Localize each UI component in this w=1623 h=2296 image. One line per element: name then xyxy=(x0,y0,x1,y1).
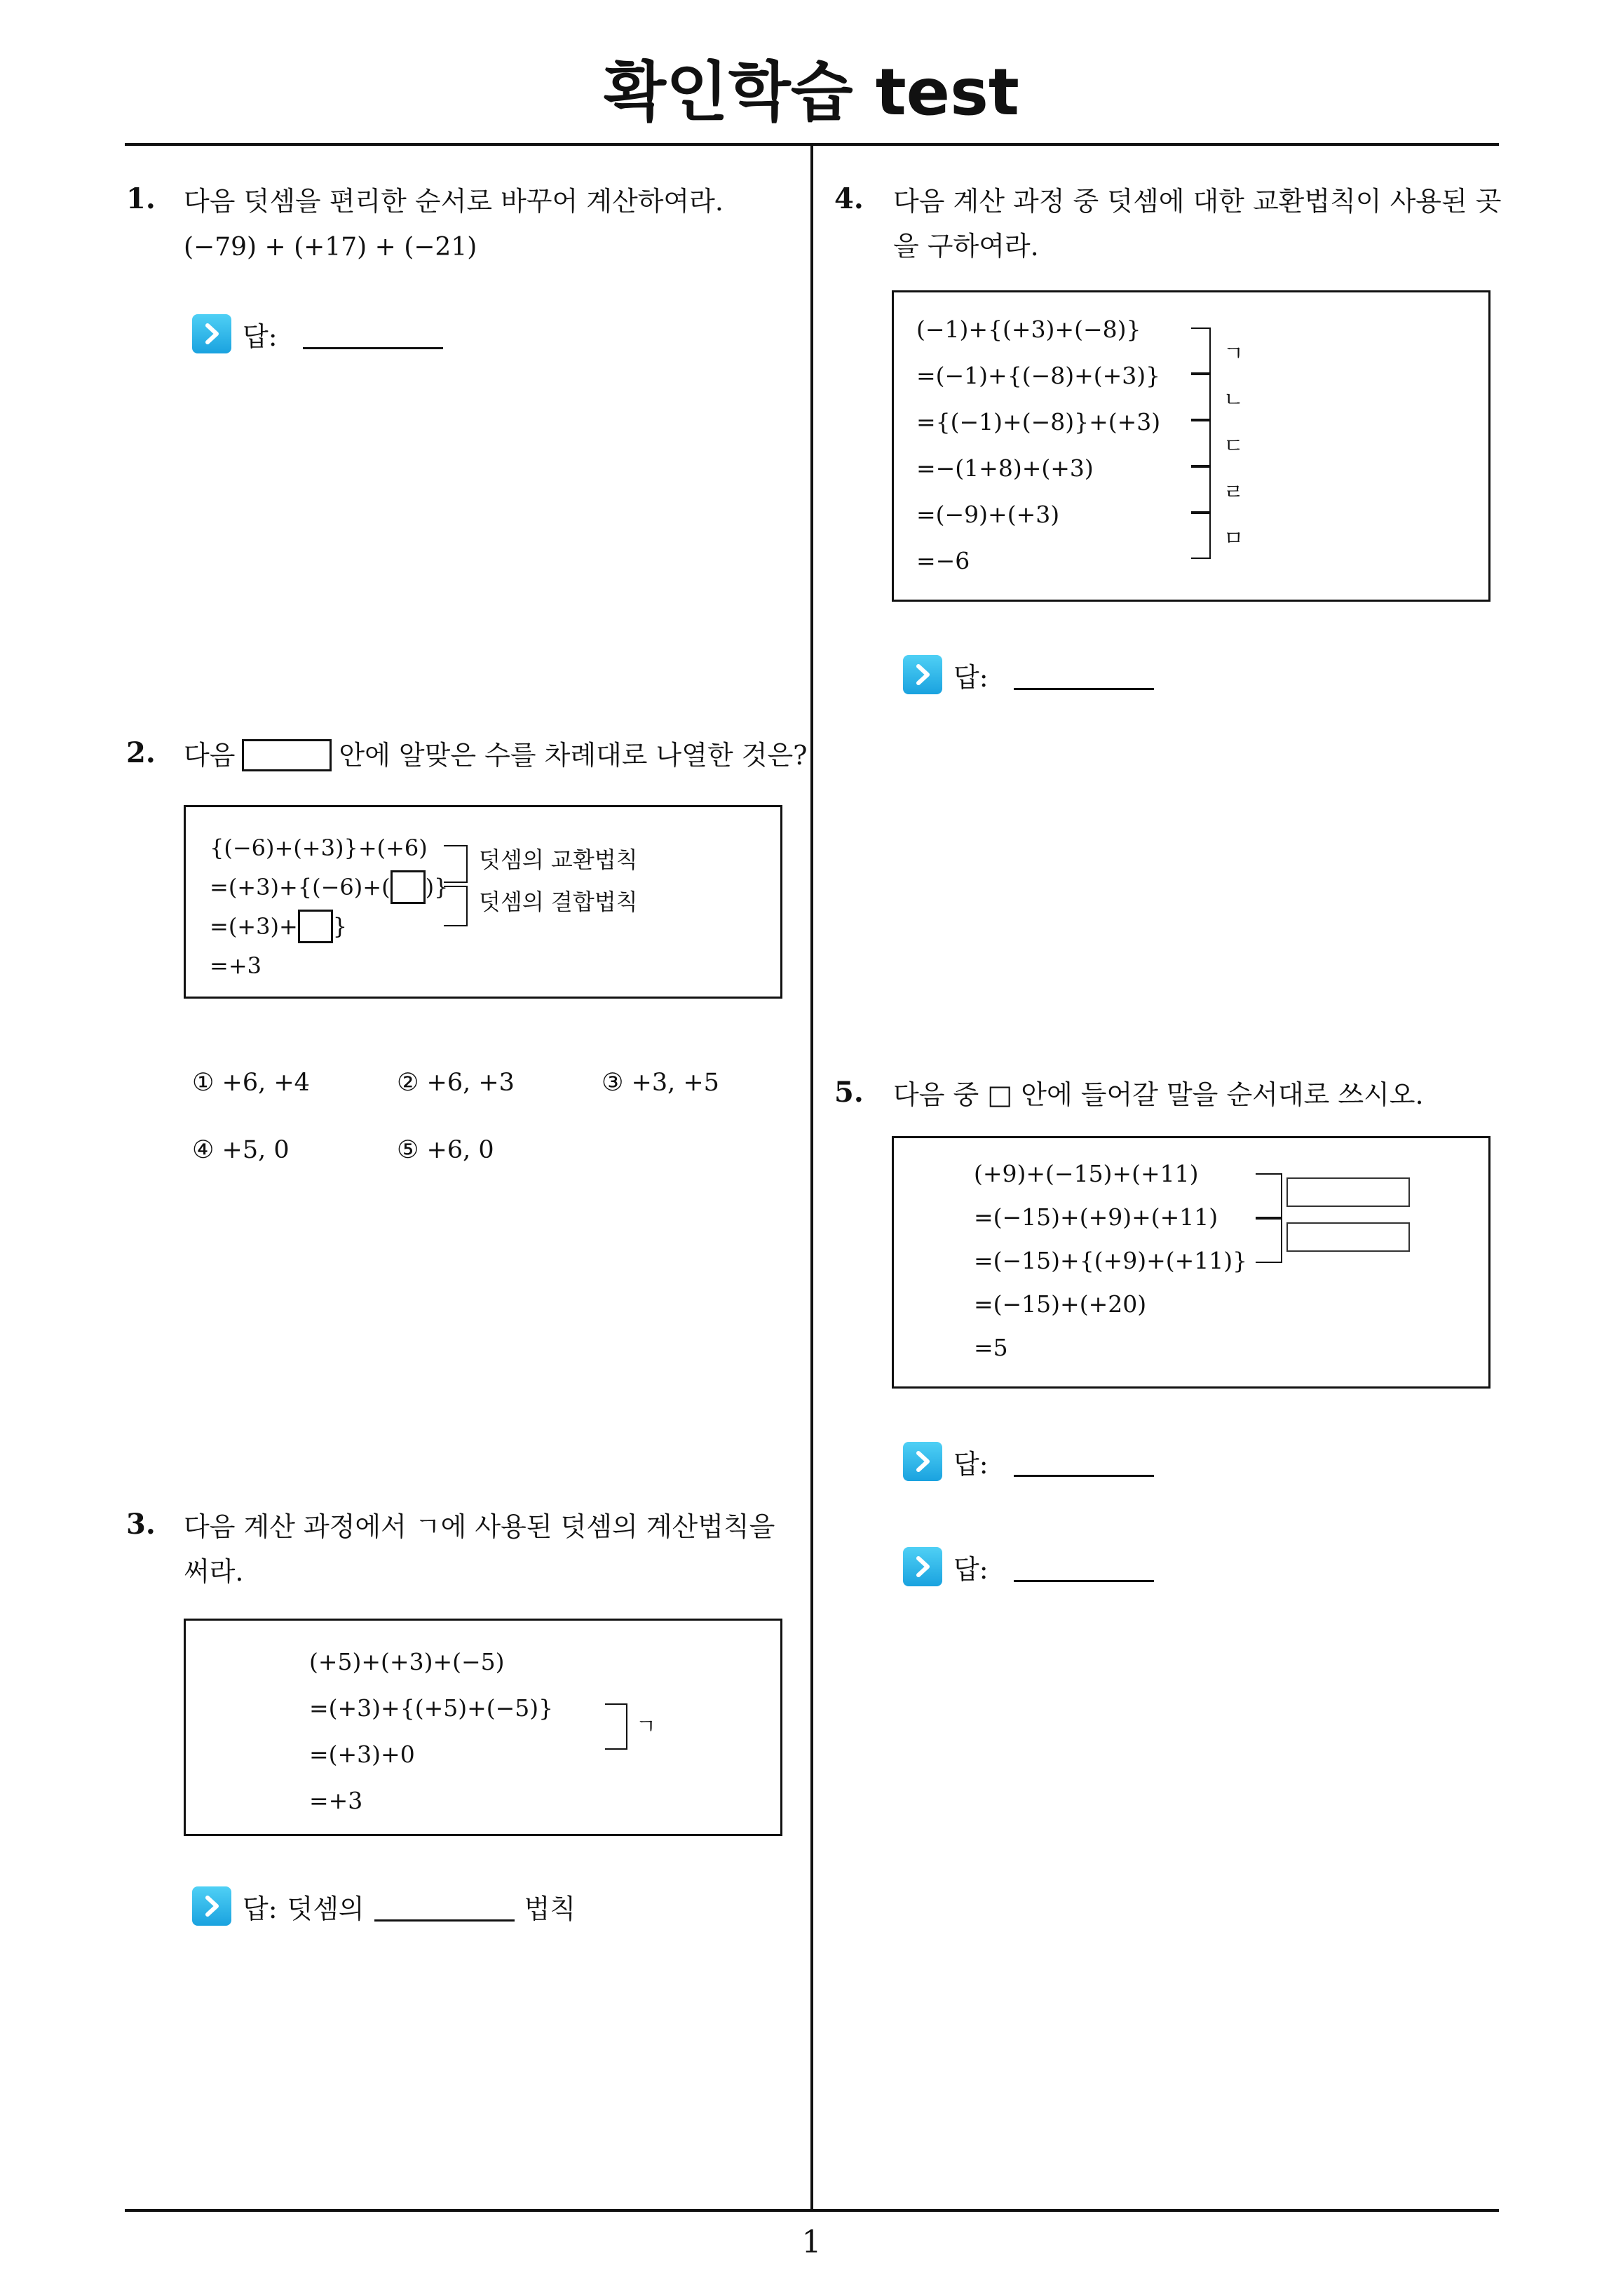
q2-number: 2. xyxy=(126,736,156,769)
q3-label: ㄱ xyxy=(636,1715,656,1739)
column-divider xyxy=(810,144,813,2210)
q1-number: 1. xyxy=(126,182,156,215)
q4-line-5: =(−9)+(+3) xyxy=(916,501,1060,528)
q5-line-1: (+9)+(−15)+(+11) xyxy=(974,1160,1199,1187)
page-number: 1 xyxy=(801,2224,822,2260)
q2-choice-1[interactable]: ① +6, +4 xyxy=(192,1069,310,1097)
q2-note-1: 덧셈의 교환법칙 xyxy=(479,846,638,873)
page-title: 확인학습 test xyxy=(604,55,1019,130)
q2-choice-3[interactable]: ③ +3, +5 xyxy=(602,1069,719,1097)
q2-line-2 xyxy=(210,867,448,907)
q4-bracket-4 xyxy=(1191,466,1211,513)
q2-note-2: 덧셈의 결합법칙 xyxy=(479,889,638,915)
q4-line-4: =−(1+8)+(+3) xyxy=(916,454,1094,482)
q3-text-line-1: 다음 계산 과정에서 ㄱ에 사용된 덧셈의 계산법칙을 xyxy=(184,1511,775,1542)
q1-answer xyxy=(192,314,443,353)
q1-text: 다음 덧셈을 편리한 순서로 바꾸어 계산하여라. xyxy=(184,186,724,217)
answer-chevron-icon xyxy=(903,1547,942,1586)
q3-bracket xyxy=(605,1703,627,1750)
q4-line-1: (−1)+{(+3)+(−8)} xyxy=(916,316,1141,343)
q4-bracket-1 xyxy=(1191,327,1211,374)
q4-answer xyxy=(903,655,1154,694)
q2-blank-box xyxy=(242,739,332,771)
q4-label-2: ㄴ xyxy=(1223,388,1244,412)
q2-line-2-end: )} xyxy=(425,874,449,900)
q5-line-4: =(−15)+(+20) xyxy=(974,1290,1147,1318)
q2-choice-2[interactable]: ② +6, +3 xyxy=(397,1069,515,1097)
q2-text-before: 다음 xyxy=(184,740,236,771)
q4-line-6: =−6 xyxy=(916,547,970,574)
q2-choice-5[interactable]: ⑤ +6, 0 xyxy=(397,1136,494,1164)
q5-line-5: =5 xyxy=(974,1334,1008,1361)
q5-number: 5. xyxy=(834,1076,864,1109)
q4-text-line-1: 다음 계산 과정 중 덧셈에 대한 교환법칙이 사용된 곳 xyxy=(893,186,1502,217)
q4-label-3: ㄷ xyxy=(1223,434,1244,459)
q1-expression: (−79) + (+17) + (−21) xyxy=(184,233,477,262)
q3-line-1: (+5)+(+3)+(−5) xyxy=(309,1648,505,1675)
q5-answer-blank-2[interactable] xyxy=(1014,1552,1154,1582)
q2-line-4: =+3 xyxy=(210,952,262,979)
q4-text-line-2: 을 구하여라. xyxy=(893,231,1039,262)
q5-answer-blank-1[interactable] xyxy=(1014,1447,1154,1477)
q5-answer-2 xyxy=(903,1547,1154,1586)
q3-number: 3. xyxy=(126,1508,156,1541)
q3-line-3: =(+3)+0 xyxy=(309,1741,415,1768)
q5-line-2: =(−15)+(+9)+(+11) xyxy=(974,1203,1218,1231)
q4-bracket-2 xyxy=(1191,374,1211,420)
q5-blank-1[interactable] xyxy=(1286,1177,1410,1207)
q3-text-line-2: 써라. xyxy=(184,1556,244,1587)
q4-line-3: ={(−1)+(−8)}+(+3) xyxy=(916,408,1161,435)
q4-bracket-5 xyxy=(1191,513,1211,559)
q3-answer-prefix: 덧셈의 xyxy=(287,1893,365,1924)
q5-bracket-2 xyxy=(1256,1218,1282,1263)
q2-line-3 xyxy=(210,907,347,946)
q2-text xyxy=(184,732,808,778)
q3-answer-blank[interactable] xyxy=(374,1891,515,1922)
q2-blank-1[interactable] xyxy=(391,870,426,904)
q4-label-4: ㄹ xyxy=(1223,480,1244,505)
q2-bracket-1 xyxy=(444,845,468,883)
q5-text: 다음 중 □ 안에 들어갈 말을 순서대로 쓰시오. xyxy=(893,1079,1424,1110)
q4-answer-blank[interactable] xyxy=(1014,660,1154,690)
q2-line-3-end: } xyxy=(332,913,348,940)
answer-label: 답: xyxy=(953,1448,989,1480)
q3-line-2: =(+3)+{(+5)+(−5)} xyxy=(309,1694,554,1722)
q1-answer-blank[interactable] xyxy=(303,319,443,349)
q3-line-4: =+3 xyxy=(309,1787,363,1814)
q2-bracket-2 xyxy=(444,886,468,926)
answer-chevron-icon xyxy=(192,314,231,353)
q5-problem-box xyxy=(892,1136,1490,1389)
q5-line-3: =(−15)+{(+9)+(+11)} xyxy=(974,1247,1248,1274)
q5-blank-2[interactable] xyxy=(1286,1222,1410,1252)
q4-problem-box xyxy=(892,290,1490,602)
q5-bracket-1 xyxy=(1256,1173,1282,1218)
q4-bracket-3 xyxy=(1191,420,1211,466)
q4-number: 4. xyxy=(834,182,864,215)
q4-label-1: ㄱ xyxy=(1223,342,1244,366)
q2-line-2-start: =(+3)+{(−6)+( xyxy=(210,874,391,900)
q2-problem-box xyxy=(184,805,782,999)
q3-answer xyxy=(192,1886,576,1926)
q5-answer-1 xyxy=(903,1442,1154,1481)
q2-blank-2[interactable] xyxy=(298,910,333,943)
answer-chevron-icon xyxy=(903,655,942,694)
q2-line-1: {(−6)+(+3)}+(+6) xyxy=(210,835,428,861)
q2-text-after: 안에 알맞은 수를 차례대로 나열한 것은? xyxy=(339,740,808,771)
q2-choice-4[interactable]: ④ +5, 0 xyxy=(192,1136,290,1164)
q4-line-2: =(−1)+{(−8)+(+3)} xyxy=(916,362,1161,389)
q3-problem-box xyxy=(184,1619,782,1836)
q4-label-5: ㅁ xyxy=(1223,527,1244,551)
footer-divider xyxy=(125,2209,1499,2212)
answer-label: 답: xyxy=(953,1553,989,1585)
answer-chevron-icon xyxy=(192,1886,231,1926)
answer-chevron-icon xyxy=(903,1442,942,1481)
answer-label: 답: xyxy=(243,320,278,352)
answer-label: 답: xyxy=(953,661,989,693)
answer-label: 답: xyxy=(243,1893,278,1924)
q3-answer-suffix: 법칙 xyxy=(524,1893,576,1924)
q2-line-3-start: =(+3)+ xyxy=(210,913,298,940)
